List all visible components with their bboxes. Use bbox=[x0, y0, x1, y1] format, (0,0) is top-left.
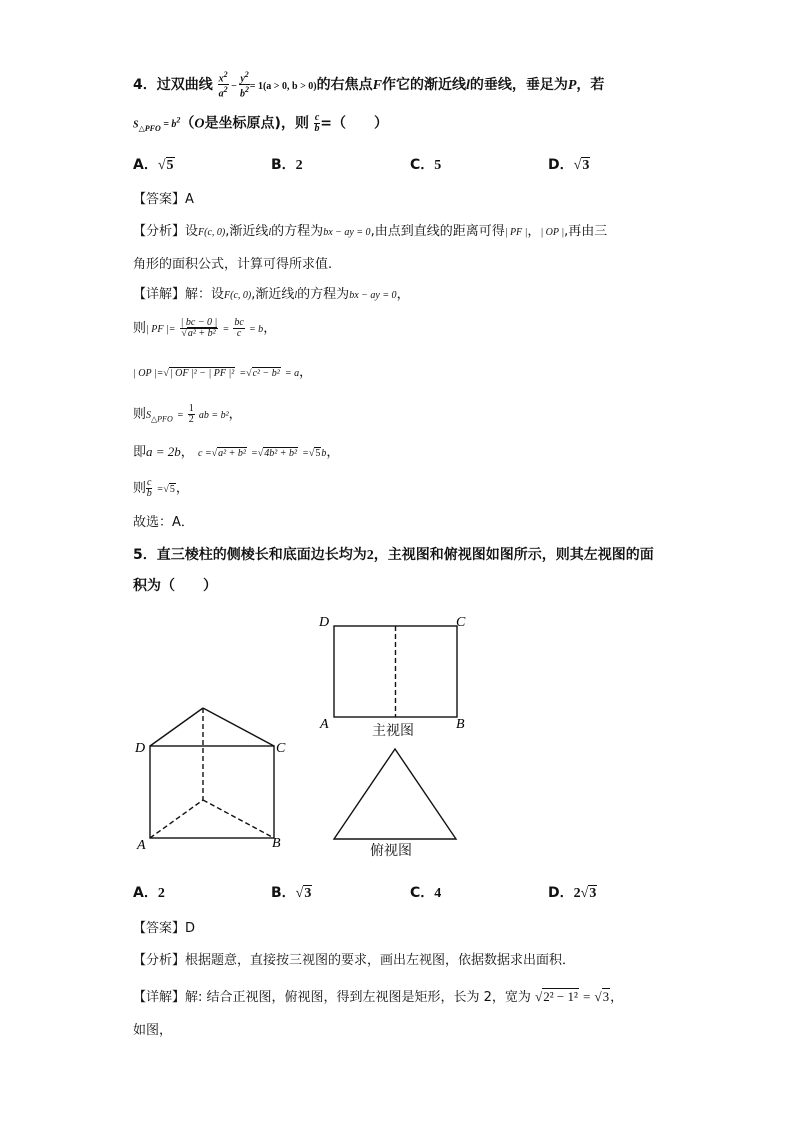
prism-front-face bbox=[150, 746, 274, 838]
front-vertex-a: A bbox=[320, 717, 329, 732]
q5-number: 5． bbox=[133, 547, 157, 563]
q5-option-d[interactable]: D．2√3 bbox=[548, 885, 597, 901]
q5-answer: 【答案】D bbox=[133, 921, 196, 936]
q4-detail-ratio: 则 $\frac{c}{b}$ =√5， bbox=[133, 477, 189, 499]
front-vertex-c: C bbox=[456, 615, 466, 630]
front-vertex-d: D bbox=[319, 615, 330, 630]
q4-option-a[interactable]: A．√5 bbox=[133, 157, 174, 173]
q5-detail-line2: 如图， bbox=[133, 1023, 173, 1038]
q4-analysis-line2: 角形的面积公式，计算可得所求值. bbox=[133, 257, 333, 272]
front-view-rect bbox=[334, 626, 457, 717]
q5-option-c[interactable]: C．4 bbox=[410, 885, 442, 901]
prism-vertex-a: A bbox=[137, 838, 146, 853]
q4-choose: 故选：A． bbox=[133, 515, 194, 530]
prism-top-left bbox=[150, 708, 203, 746]
q4-detail-line1: 【详解】解：设F(c, 0),渐近线l的方程为bx − ay = 0， bbox=[133, 287, 410, 302]
q4-detail-pf: 则| PF |= $\frac{| bc - 0 |}{\text{√a² + b²}}$ = $\frac{bc}{c}$ = b， bbox=[133, 317, 277, 339]
q4-frac-y: $\frac{y^2}{b^2}$ bbox=[240, 70, 250, 100]
prism-3d bbox=[150, 708, 274, 838]
prism-vertex-d: D bbox=[135, 741, 146, 756]
q4-detail-op: | OP |=√| OF |² − | PF |² =√c² − b² = a， bbox=[133, 365, 313, 380]
q4-answer: 【答案】A bbox=[133, 192, 194, 207]
q5-option-a[interactable]: A．2 bbox=[133, 885, 165, 901]
q4-option-c[interactable]: C．5 bbox=[410, 157, 442, 173]
prism-top-right bbox=[203, 708, 274, 746]
q4-option-b[interactable]: B．2 bbox=[271, 157, 303, 173]
top-view-label: 俯视图 bbox=[370, 843, 412, 859]
q5-option-b[interactable]: B．√3 bbox=[271, 885, 312, 901]
prism-hidden-left bbox=[150, 800, 203, 838]
q5-stem-line1: 5．直三棱柱的侧棱长和底面边长均为2，主视图和俯视图如图所示，则其左视图的面 bbox=[133, 547, 654, 563]
front-view-label: 主视图 bbox=[372, 723, 414, 739]
front-view bbox=[334, 626, 457, 717]
prism-vertex-b: B bbox=[272, 836, 281, 851]
q4-stem-line1: 4．过双曲线 $\frac{x^2}{a^2}$ − $\frac{y^2}{b^2}$ = 1(a > 0, b > 0)的右焦点F作它的渐近线l的垂线，垂足为P，若 bbox=[133, 70, 605, 100]
q4-detail-c: 即a = 2b， c =√a² + b² =√4b² + b² =√5b， bbox=[133, 444, 340, 460]
q4-stem-line2: $S_{\triangle PFO} = b^2(O$是坐标原点)，则 $\frac{c}{b}$ =（ ） bbox=[133, 111, 389, 134]
q4-detail-area: 则$S_{\triangle PFO}$ = $\frac{1}{2}$ ab = b²， bbox=[133, 403, 242, 425]
prism-hidden-right bbox=[203, 800, 274, 838]
q5-detail-line1: 【详解】解: 结合正视图，俯视图，得到左视图是矩形，长为 2，宽为 √2² − 1² = √3， bbox=[133, 989, 624, 1005]
top-view-triangle bbox=[334, 749, 456, 839]
prism-vertex-c: C bbox=[276, 741, 286, 756]
q4-analysis-line1: 【分析】设F(c, 0),渐近线l的方程为bx − ay = 0,由点到直线的距离可得| PF |，| OP |,再由三 bbox=[133, 224, 608, 239]
front-vertex-b: B bbox=[456, 717, 465, 732]
q4-frac-x: $\frac{x^2}{a^2}$ bbox=[218, 70, 228, 100]
q4-number: 4． bbox=[133, 76, 157, 93]
q4-option-d[interactable]: D．√3 bbox=[548, 157, 590, 173]
q5-stem-line2: 积为（ ） bbox=[133, 578, 217, 594]
q5-analysis: 【分析】根据题意，直接按三视图的要求，画出左视图，依据数据求出面积． bbox=[133, 953, 576, 968]
